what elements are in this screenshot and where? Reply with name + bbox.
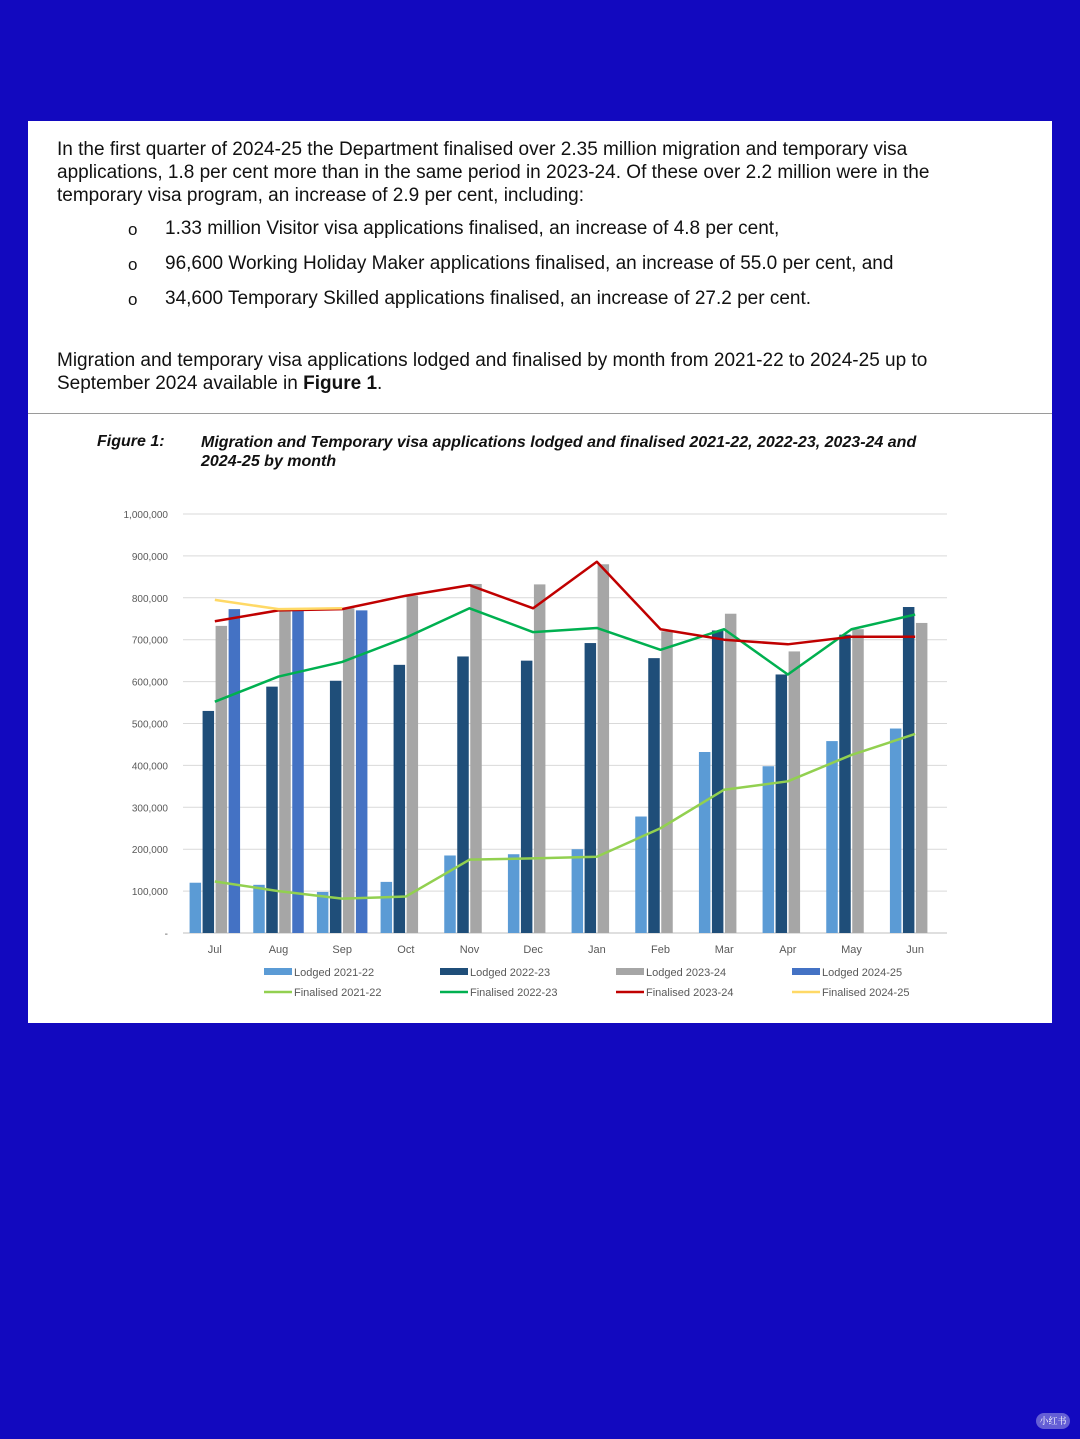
bar: [444, 855, 456, 933]
bar: [572, 849, 584, 933]
bar: [712, 630, 724, 933]
bar: [763, 766, 775, 933]
y-tick-label: -: [164, 929, 168, 940]
bar: [789, 651, 801, 933]
x-tick-label: Jun: [906, 944, 925, 956]
bar: [699, 752, 711, 933]
legend-label: Lodged 2022-23: [470, 967, 551, 979]
bullet-text: 96,600 Working Holiday Maker applications finalised, an increase of 55.0 per cent, and: [165, 253, 894, 274]
legend-label: Lodged 2024-25: [822, 967, 903, 979]
x-tick-label: Feb: [651, 944, 670, 956]
x-tick-label: Jul: [207, 944, 222, 956]
x-tick-label: Mar: [714, 944, 734, 956]
legend-label: Lodged 2023-24: [646, 967, 727, 979]
bar: [394, 665, 406, 933]
y-tick-label: 600,000: [131, 677, 168, 689]
x-tick-label: Apr: [779, 944, 797, 956]
x-tick-label: Sep: [332, 944, 352, 956]
bar: [508, 854, 519, 933]
bar: [776, 674, 788, 933]
legend-swatch: [616, 968, 644, 975]
intro-text: In the first quarter of 2024-25 the Department finalised over 2.35 million migration and temporary visa applications, 1.8 per cent more than in the same period in 2023-24. Of these over 2.2 million were in the temporary visa program, an increase of 2.9 per cent, including:: [57, 139, 930, 206]
x-tick-label: Oct: [397, 944, 415, 956]
bar: [292, 608, 304, 933]
legend-label: Finalised 2022-23: [470, 987, 558, 999]
x-tick-label: May: [841, 944, 862, 956]
y-tick-label: 100,000: [131, 887, 168, 899]
x-tick-label: Nov: [459, 944, 480, 956]
series-line: [215, 608, 915, 701]
bar: [534, 584, 546, 933]
chart: [28, 121, 1052, 1023]
bullet-text: 1.33 million Visitor visa applications finalised, an increase of 4.8 per cent,: [165, 218, 780, 239]
figure-label: Figure 1:: [97, 433, 165, 450]
bar: [839, 635, 851, 933]
bar: [216, 626, 228, 933]
bar: [661, 631, 673, 933]
x-tick-label: Aug: [268, 944, 289, 956]
y-tick-label: 800,000: [131, 593, 168, 605]
bar: [826, 741, 838, 933]
legend-label: Lodged 2021-22: [294, 967, 375, 979]
bar: [317, 892, 329, 933]
bar: [190, 883, 202, 933]
bullet-mark: o: [128, 255, 138, 274]
bar: [890, 729, 902, 933]
bullet-mark: o: [128, 220, 138, 239]
bar: [585, 643, 597, 933]
bar: [916, 623, 928, 933]
y-tick-label: 500,000: [131, 719, 168, 731]
legend-label: Finalised 2021-22: [294, 987, 382, 999]
bar: [279, 610, 291, 933]
bullet-text: 34,600 Temporary Skilled applications finalised, an increase of 27.2 per cent.: [165, 288, 812, 309]
bar: [470, 584, 482, 933]
legend-label: Finalised 2023-24: [646, 987, 734, 999]
bar: [852, 629, 864, 933]
bar: [203, 711, 215, 933]
y-tick-label: 400,000: [131, 761, 168, 773]
y-tick-label: 300,000: [131, 803, 168, 815]
bar: [903, 607, 915, 933]
legend-swatch: [264, 968, 292, 975]
series-line: [215, 734, 915, 899]
legend-swatch: [792, 968, 820, 975]
legend-label: Finalised 2024-25: [822, 987, 910, 999]
figure-title: Migration and Temporary visa applications lodged and finalised 2021-22, 2022-23, 2023-24 and 2024-25 by month: [201, 434, 917, 470]
bar: [725, 614, 737, 933]
para2-text: Migration and temporary visa applications lodged and finalised by month from 2021-22 to 2024-25 up to September 2024 available in: [57, 350, 928, 394]
bar: [457, 656, 469, 933]
bar: [598, 564, 610, 933]
series-line: [215, 600, 342, 609]
document-page: [28, 121, 1052, 1023]
bar: [266, 687, 278, 933]
para2-end: .: [377, 373, 383, 394]
bar: [253, 885, 265, 933]
bullet-mark: o: [128, 290, 138, 309]
bar: [648, 658, 660, 933]
bar: [330, 681, 342, 933]
figure-reference: Figure 1: [303, 373, 378, 394]
bar: [521, 661, 533, 933]
y-tick-label: 1,000,000: [123, 510, 168, 521]
y-tick-label: 900,000: [131, 551, 168, 563]
series-line: [215, 562, 915, 645]
legend-swatch: [440, 968, 468, 975]
brand-watermark: 小红书: [1036, 1413, 1070, 1429]
bar: [381, 882, 393, 933]
bar: [407, 596, 419, 933]
x-tick-label: Jan: [587, 944, 606, 956]
x-tick-label: Dec: [523, 944, 543, 956]
bar: [356, 610, 368, 933]
y-tick-label: 700,000: [131, 635, 168, 647]
y-tick-label: 200,000: [131, 845, 168, 857]
